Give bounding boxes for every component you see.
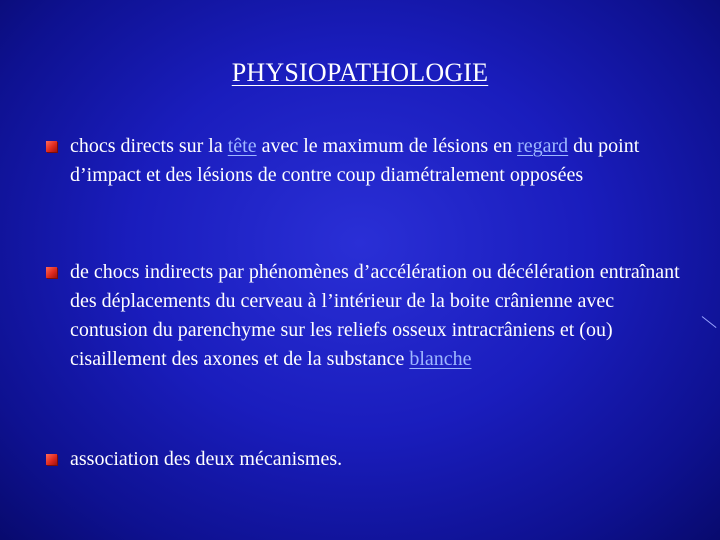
bullet-square-icon — [46, 267, 57, 278]
text-segment: avec le maximum de lésions en — [256, 135, 518, 157]
text-segment: de chocs indirects par phénomènes d’accélération ou décélération entraînant des déplacements du cerveau à l’intérieur de la boite crânienne avec contusion du parenchyme sur les reliefs osseux intracrâniens et (ou) cisaillement des axones et de la substance — [70, 261, 680, 370]
bullet-square-icon — [46, 141, 57, 152]
decorative-line — [702, 316, 717, 328]
bullet-item-indirect-impacts — [46, 258, 696, 374]
bullet-text — [70, 135, 639, 186]
link-tete[interactable]: tête — [227, 135, 257, 157]
link-regard[interactable]: regard — [517, 135, 569, 157]
bullet-square-icon — [46, 454, 57, 465]
text-segment: du point d’impact et des lésions de contre coup diamétralement opposées — [70, 135, 640, 186]
bullet-list — [46, 132, 696, 470]
link-blanche[interactable]: blanche — [409, 348, 472, 370]
bullet-item-direct-impacts — [46, 132, 696, 190]
bullet-text — [70, 261, 680, 370]
bullet-text: association des deux mécanismes. — [70, 448, 343, 470]
text-segment: chocs directs sur la — [70, 135, 228, 157]
bullet-item-combined-mechanisms — [46, 445, 696, 474]
slide-title: PHYSIOPATHOLOGIE — [231, 58, 489, 87]
